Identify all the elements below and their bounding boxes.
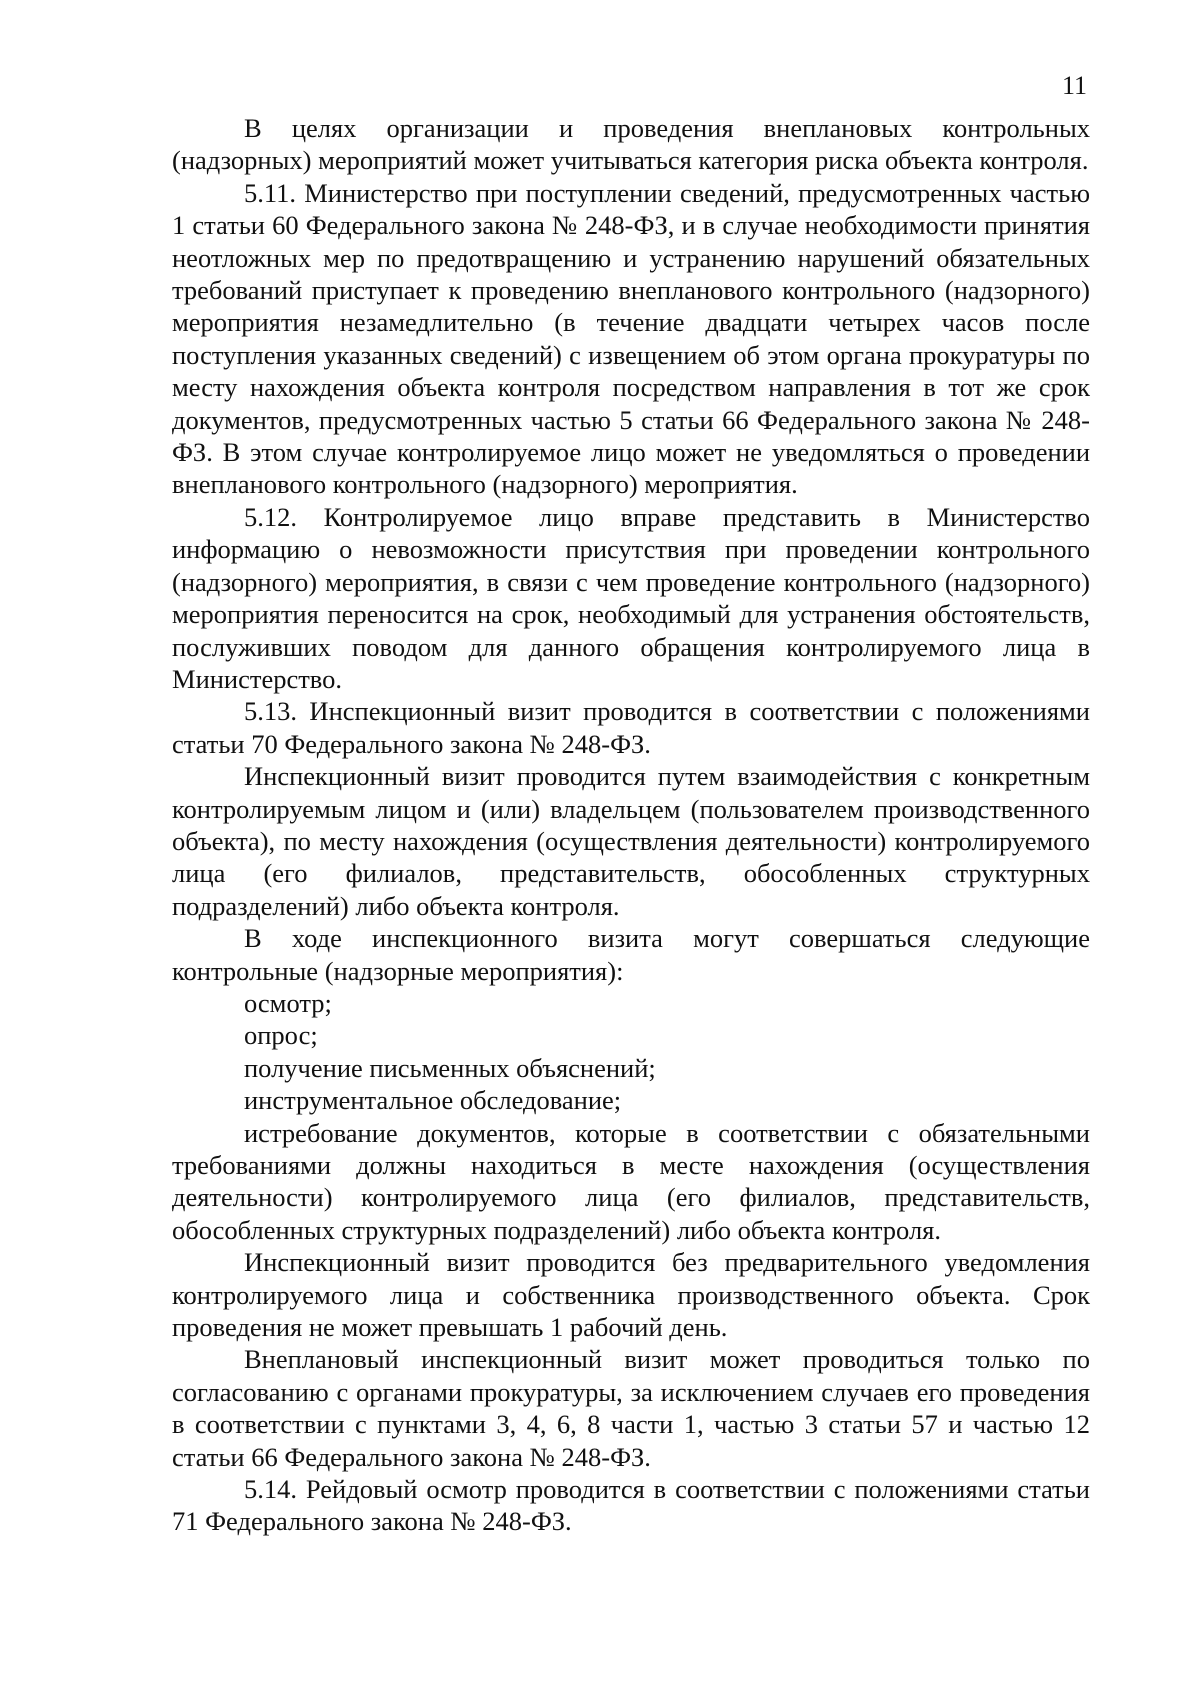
paragraph-prosecutor-approval: Внеплановый инспекционный визит может проводиться только по согласованию с органами прокуратуры, за исключением случаев его проведения в соответствии с пунктами 3, 4, 6, 8 части 1, частью 3 статьи 57 и частью 12 статьи 66 Федерального закона № 248-ФЗ.	[172, 1344, 1090, 1472]
paragraph-risk-category: В целях организации и проведения внеплановых контрольных (надзорных) мероприятий может учитываться категория риска объекта контроля.	[172, 113, 1090, 176]
paragraph-5-12: 5.12. Контролируемое лицо вправе представить в Министерство информацию о невозможности присутствия при проведении контрольного (надзорного) мероприятия, в связи с чем проведение контрольного (надзорного) мероприятия переносится на срок, необходимый для устранения обстоятельств, послуживших поводом для данного обращения контролируемого лица в Министерство.	[172, 501, 1090, 694]
page-number: 11	[1062, 71, 1088, 100]
document-body	[172, 112, 1090, 1538]
paragraph-5-13: 5.13. Инспекционный визит проводится в соответствии с положениями статьи 70 Федерального закона № 248-ФЗ.	[172, 696, 1090, 759]
list-item: инструментальное обследование;	[244, 1085, 622, 1116]
paragraph-5-11: 5.11. Министерство при поступлении сведений, предусмотренных частью 1 статьи 60 Федерального закона № 248-ФЗ, и в случае необходимости принятия неотложных мер по предотвращению и устранению нарушений обязательных требований приступает к проведению внепланового контрольного (надзорного) мероприятия незамедлительно (в течение двадцати четырех часов после поступления указанных сведений) с извещением об этом органа прокуратуры по месту нахождения объекта контроля посредством направления в тот же срок документов, предусмотренных частью 5 статьи 66 Федерального закона № 248-ФЗ. В этом случае контролируемое лицо может не уведомляться о проведении внепланового контрольного (надзорного) мероприятия.	[172, 177, 1090, 500]
paragraph-no-notification: Инспекционный визит проводится без предварительного уведомления контролируемого лица и собственника производственного объекта. Срок проведения не может превышать 1 рабочий день.	[172, 1247, 1090, 1343]
list-item: опрос;	[244, 1020, 318, 1051]
list-item: осмотр;	[244, 987, 332, 1018]
list-item: истребование документов, которые в соответствии с обязательными требованиями должны находиться в месте нахождения (осуществления деятельности) контролируемого лица (его филиалов, представительств, обособленных структурных подразделений) либо объекта контроля.	[172, 1117, 1090, 1245]
paragraph-5-14: 5.14. Рейдовый осмотр проводится в соответствии с положениями статьи 71 Федерального закона № 248-ФЗ.	[172, 1474, 1090, 1537]
list-item: получение письменных объяснений;	[244, 1052, 656, 1083]
paragraph-inspection-visit-actions: В ходе инспекционного визита могут совершаться следующие контрольные (надзорные мероприятия):	[172, 923, 1090, 986]
paragraph-inspection-visit-interaction: Инспекционный визит проводится путем взаимодействия с конкретным контролируемым лицом и (или) владельцем (пользователем производственного объекта), по месту нахождения (осуществления деятельности) контролируемого лица (его филиалов, представительств, обособленных структурных подразделений) либо объекта контроля.	[172, 761, 1090, 921]
